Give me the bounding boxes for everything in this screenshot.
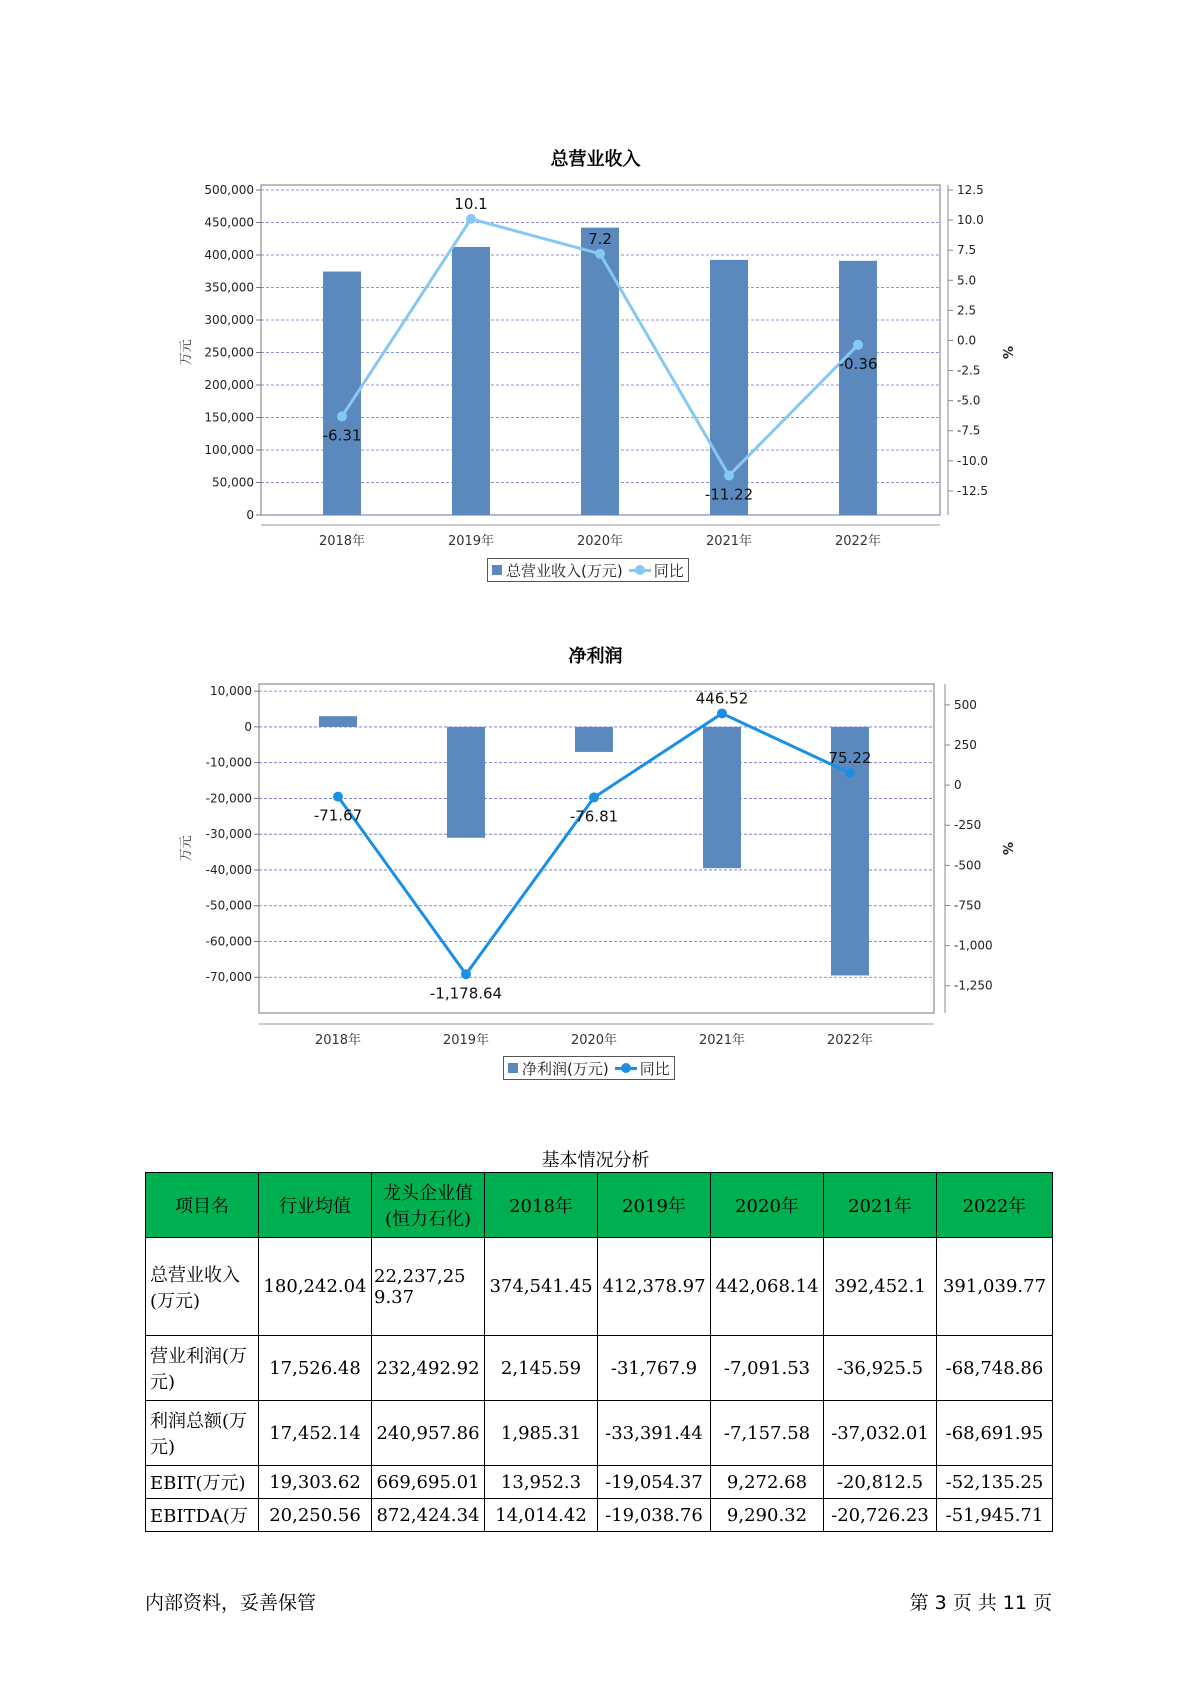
y-tick-label: 250,000	[204, 345, 254, 360]
table-row	[146, 1336, 1053, 1401]
y2-tick-label: -250	[954, 818, 982, 833]
table-cell: 14,014.42	[485, 1499, 598, 1532]
table-cell: 利润总额(万元)	[146, 1401, 259, 1466]
y2-tick-label: -12.5	[957, 483, 989, 498]
table-cell: 营业利润(万元)	[146, 1336, 259, 1401]
table-caption: 基本情况分析	[541, 1150, 650, 1171]
y-tick-label: 0	[246, 508, 254, 522]
series-point	[845, 768, 855, 778]
header-cell: 项目名	[146, 1173, 259, 1238]
y2-axis-title: %	[999, 345, 1014, 360]
legend-line-label: 同比	[653, 561, 684, 580]
bar	[319, 716, 357, 727]
series-point	[717, 708, 727, 718]
y2-tick-label: 2.5	[957, 303, 977, 318]
bar	[703, 727, 741, 868]
legend-line-label: 同比	[639, 1059, 670, 1078]
table-cell: 391,039.77	[937, 1238, 1053, 1336]
table-row	[146, 1238, 1053, 1336]
y-tick-label: 0	[244, 719, 252, 734]
table-cell: 669,695.01	[372, 1466, 485, 1499]
table-cell: 872,424.34	[372, 1499, 485, 1532]
y-tick-label: -60,000	[205, 934, 252, 949]
y-tick-label: 400,000	[204, 248, 254, 262]
data-label: -1,178.64	[429, 984, 503, 1003]
chart2-legend	[503, 1056, 675, 1080]
header-cell: 2018年	[485, 1173, 598, 1238]
footer-confidential-note: 内部资料，妥善保管	[145, 1592, 317, 1614]
y-tick-label: 10,000	[210, 684, 252, 699]
x-tick-label: 2022年	[834, 534, 882, 549]
header-cell: 行业均值	[259, 1173, 372, 1238]
y-tick-label: -40,000	[205, 862, 252, 877]
table-cell: -7,157.58	[711, 1401, 824, 1466]
header-cell: 2021年	[824, 1173, 937, 1238]
legend-bar-label: 净利润(万元)	[522, 1059, 609, 1078]
y2-tick-label: 0	[954, 778, 962, 793]
y-tick-label: 200,000	[204, 378, 254, 392]
table-cell: 232,492.92	[372, 1336, 485, 1401]
table-cell: EBIT(万元)	[146, 1466, 259, 1499]
series-point	[333, 792, 343, 802]
data-label: 446.52	[695, 689, 749, 708]
table-cell: 180,242.04	[259, 1238, 372, 1336]
y-axis-title: 万元	[179, 339, 194, 366]
legend-bar-swatch	[508, 1063, 518, 1073]
data-label: -71.67	[313, 806, 363, 825]
y-tick-label: 50,000	[212, 475, 254, 490]
y2-tick-label: -2.5	[957, 363, 981, 378]
footer-page-number: 第 3 页 共 11 页	[909, 1592, 1052, 1614]
data-label: -76.81	[569, 807, 619, 826]
y-tick-label: -70,000	[205, 970, 252, 985]
bar	[575, 727, 613, 752]
data-label: 75.22	[828, 749, 872, 768]
table-cell: -19,038.76	[598, 1499, 711, 1532]
y2-tick-label: 5.0	[957, 273, 977, 288]
header-cell: 2022年	[937, 1173, 1053, 1238]
table-cell: 17,452.14	[259, 1401, 372, 1466]
x-tick-label: 2018年	[318, 534, 366, 549]
table-cell: 总营业收入(万元)	[146, 1238, 259, 1336]
legend-bar-label: 总营业收入(万元)	[506, 561, 623, 580]
series-point	[589, 792, 599, 802]
table-cell: 9,272.68	[711, 1466, 824, 1499]
y-tick-label: -50,000	[205, 898, 252, 913]
x-tick-label: 2021年	[705, 534, 753, 549]
table-cell: 374,541.45	[485, 1238, 598, 1336]
table-cell: -68,748.86	[937, 1336, 1053, 1401]
x-tick-label: 2022年	[826, 1033, 874, 1048]
y2-tick-label: 12.5	[957, 183, 984, 197]
table-cell: 19,303.62	[259, 1466, 372, 1499]
y-tick-label: -10,000	[205, 755, 252, 770]
table-cell: -52,135.25	[937, 1466, 1053, 1499]
table-cell: EBITDA(万	[146, 1499, 259, 1532]
table-cell: -37,032.01	[824, 1401, 937, 1466]
data-label: 7.2	[588, 229, 612, 248]
table-cell: 392,452.1	[824, 1238, 937, 1336]
table-row	[146, 1401, 1053, 1466]
y-tick-label: 350,000	[204, 280, 254, 295]
y-tick-label: -30,000	[205, 827, 252, 842]
header-cell: 2020年	[711, 1173, 824, 1238]
x-tick-label: 2019年	[447, 534, 495, 549]
y-axis-title: 万元	[179, 835, 194, 862]
chart2-title: 净利润	[568, 646, 623, 667]
y2-tick-label: -500	[954, 858, 982, 873]
table-cell: 442,068.14	[711, 1238, 824, 1336]
table-cell: -36,925.5	[824, 1336, 937, 1401]
table-cell: -7,091.53	[711, 1336, 824, 1401]
y2-tick-label: -7.5	[957, 423, 981, 438]
table-cell: -31,767.9	[598, 1336, 711, 1401]
y-tick-label: -20,000	[205, 791, 252, 806]
y2-tick-label: -1,000	[954, 938, 993, 953]
chart1-title: 总营业收入	[550, 149, 641, 170]
y2-axis-title: %	[999, 841, 1014, 856]
series-point	[461, 969, 471, 979]
table-cell: -68,691.95	[937, 1401, 1053, 1466]
y2-tick-label: 0.0	[957, 333, 977, 348]
data-label: 10.1	[454, 194, 488, 213]
data-label: -11.22	[704, 485, 754, 504]
data-label: -0.36	[838, 354, 878, 373]
table-header-row	[146, 1173, 1053, 1238]
x-tick-label: 2019年	[442, 1033, 490, 1048]
y-tick-label: 150,000	[204, 410, 254, 425]
basic-analysis-table	[145, 1172, 1053, 1532]
table-cell: 9,290.32	[711, 1499, 824, 1532]
header-cell: 2019年	[598, 1173, 711, 1238]
table-cell: 412,378.97	[598, 1238, 711, 1336]
x-tick-label: 2021年	[698, 1033, 746, 1048]
table-row	[146, 1499, 1053, 1532]
table-cell: -20,812.5	[824, 1466, 937, 1499]
table-row	[146, 1466, 1053, 1499]
table-cell: 1,985.31	[485, 1401, 598, 1466]
y-tick-label: 100,000	[204, 443, 254, 457]
table-cell: 22,237,259.37	[372, 1238, 485, 1336]
x-tick-label: 2020年	[570, 1033, 618, 1048]
table-cell: -19,054.37	[598, 1466, 711, 1499]
y2-tick-label: 7.5	[957, 243, 977, 258]
y2-tick-label: -750	[954, 898, 982, 913]
table-cell: 20,250.56	[259, 1499, 372, 1532]
legend-line-swatch	[615, 1063, 637, 1073]
table-cell: 2,145.59	[485, 1336, 598, 1401]
y2-tick-label: 500	[954, 697, 977, 712]
table-cell: -33,391.44	[598, 1401, 711, 1466]
table-cell: 13,952.3	[485, 1466, 598, 1499]
header-cell: 龙头企业值(恒力石化)	[372, 1173, 485, 1238]
x-tick-label: 2020年	[576, 534, 624, 549]
y-tick-label: 450,000	[204, 215, 254, 230]
y2-tick-label: -1,250	[954, 978, 993, 993]
data-label: -6.31	[322, 426, 362, 445]
bar	[447, 727, 485, 838]
table-cell: 17,526.48	[259, 1336, 372, 1401]
x-tick-label: 2018年	[314, 1033, 362, 1048]
y2-tick-label: -5.0	[957, 393, 981, 408]
table-cell: -51,945.71	[937, 1499, 1053, 1532]
y2-tick-label: 250	[954, 737, 977, 752]
table-cell: 240,957.86	[372, 1401, 485, 1466]
y-tick-label: 300,000	[204, 313, 254, 327]
y2-tick-label: 10.0	[957, 213, 984, 228]
table-cell: -20,726.23	[824, 1499, 937, 1532]
y-tick-label: 500,000	[204, 183, 254, 197]
y2-tick-label: -10.0	[957, 453, 989, 468]
